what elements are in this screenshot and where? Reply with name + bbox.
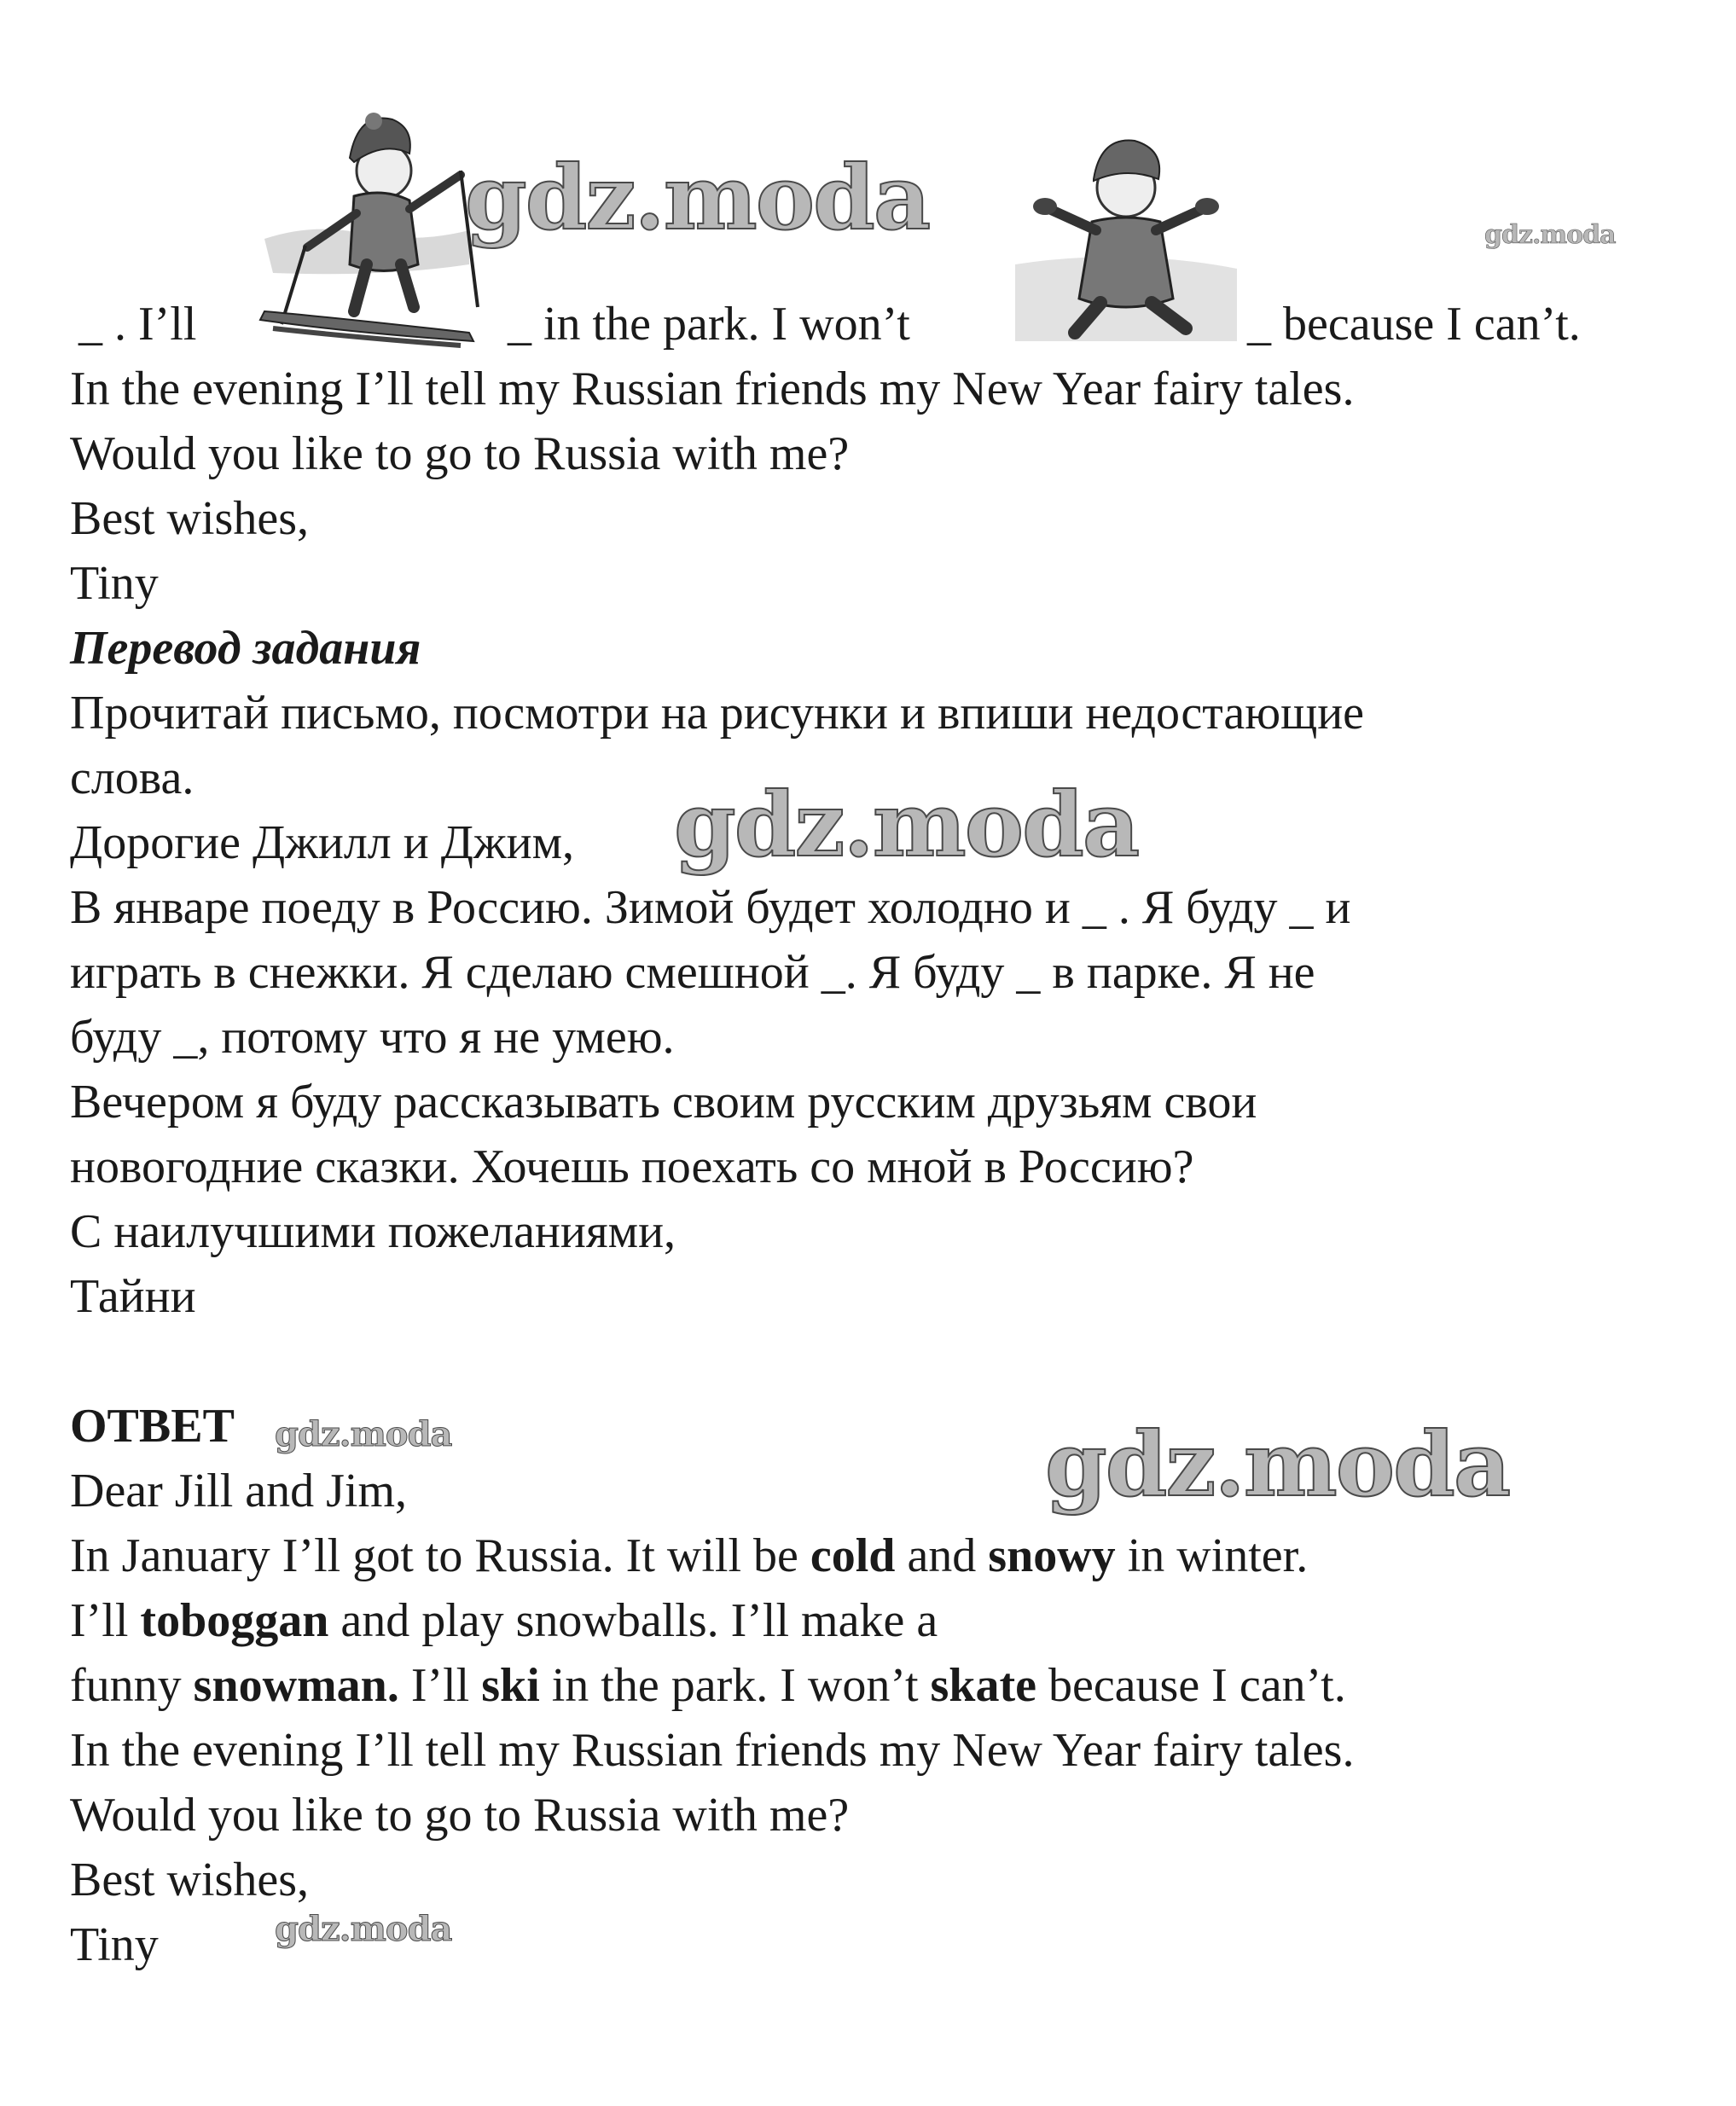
letter-line-4: Best wishes, [70,492,309,545]
answer-line-2: In January I’ll got to Russia. It will be cold and snowy in winter. [70,1529,1309,1582]
letter-line-5: Tiny [70,557,159,610]
translation-line: Вечером я буду рассказывать своим русским друзьям свои [70,1076,1257,1128]
letter-line-2: In the evening I’ll tell my Russian friends my New Year fairy tales. [70,363,1355,415]
letter-line-3: Would you like to go to Russia with me? [70,427,850,480]
letter-line-1-c: _ because I can’t. [1247,298,1581,351]
translation-line: Прочитай письмо, посмотри на рисунки и впиши недостающие [70,687,1365,740]
translation-line: слова. [70,751,195,804]
answer-word-snowy: snowy [988,1529,1116,1582]
watermark: gdz.moda [275,1414,452,1454]
skiing-child-icon [247,94,486,350]
answer-line-1: Dear Jill and Jim, [70,1465,408,1517]
watermark: gdz.moda [1484,220,1616,250]
answer-line-8: Tiny [70,1918,159,1971]
sitting-child-icon [1015,128,1237,341]
answer-line-6: Would you like to go to Russia with me? [70,1789,850,1842]
translation-heading: Перевод задания [70,622,421,675]
answer-word-skate: skate [930,1659,1036,1712]
translation-line: играть в снежки. Я сделаю смешной _. Я буду _ в парке. Я не [70,946,1315,999]
watermark: gdz.moda [275,1909,452,1949]
answer-word-toboggan: toboggan [140,1594,329,1647]
translation-line: буду _, потому что я не умею. [70,1011,675,1064]
letter-line-1-a: _ . I’ll [78,298,197,351]
answer-word-snowman: snowman. [193,1659,399,1712]
answer-line-5: In the evening I’ll tell my Russian friends my New Year fairy tales. [70,1724,1355,1777]
watermark: gdz.moda [674,772,1139,877]
answer-line-4: funny snowman. I’ll ski in the park. I won’t skate because I can’t. [70,1659,1346,1712]
answer-line-7: Best wishes, [70,1854,309,1906]
translation-line: В январе поеду в Россию. Зимой будет холодно и _ . Я буду _ и [70,881,1351,934]
translation-line: Тайни [70,1270,196,1323]
answer-heading: ОТВЕТ [70,1400,235,1453]
answer-word-cold: cold [810,1529,896,1582]
translation-line: С наилучшими пожеланиями, [70,1205,676,1258]
watermark: gdz.moda [1045,1412,1510,1517]
translation-line: Дорогие Джилл и Джим, [70,816,575,869]
answer-word-ski: ski [481,1659,540,1712]
letter-line-1-b: _ in the park. I won’t [508,298,910,351]
answer-line-3: I’ll toboggan and play snowballs. I’ll make a [70,1594,938,1647]
watermark: gdz.moda [465,145,930,250]
translation-line: новогодние сказки. Хочешь поехать со мной в Россию? [70,1140,1194,1193]
